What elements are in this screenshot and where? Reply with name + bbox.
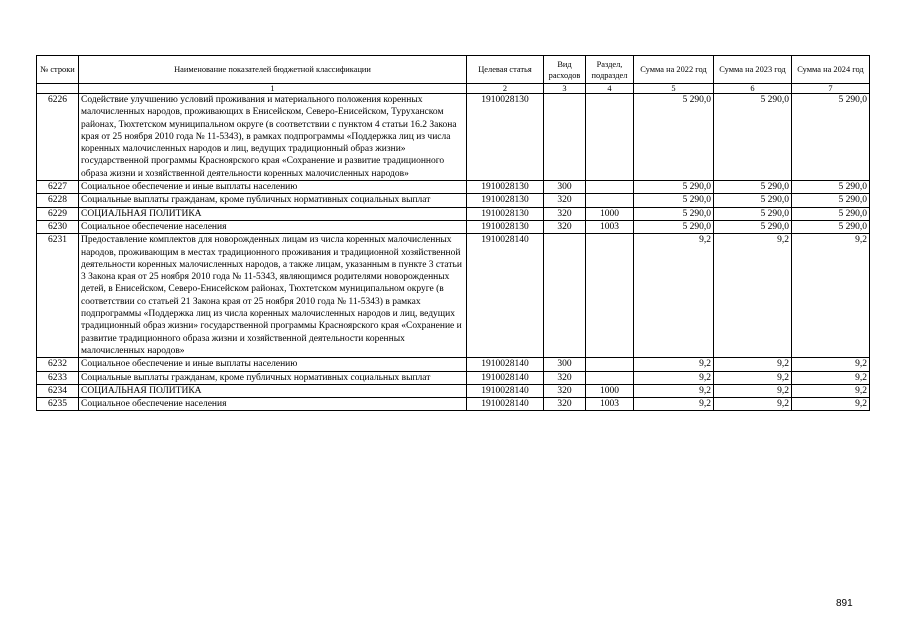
table-row [37, 207, 870, 220]
row-sum-2024: 5 290,0 [792, 207, 870, 220]
row-sum-2023: 9,2 [714, 371, 792, 384]
row-sum-2023: 9,2 [714, 384, 792, 397]
row-sum-2022: 5 290,0 [634, 194, 714, 207]
row-sum-2023: 9,2 [714, 358, 792, 371]
row-name: Социальные выплаты гражданам, кроме публичных нормативных социальных выплат [79, 371, 467, 384]
row-name: СОЦИАЛЬНАЯ ПОЛИТИКА [79, 384, 467, 397]
row-sum-2022: 9,2 [634, 384, 714, 397]
row-section [586, 371, 634, 384]
row-sum-2023: 5 290,0 [714, 181, 792, 194]
table-row [37, 194, 870, 207]
row-target: 1910028140 [467, 371, 544, 384]
row-target: 1910028130 [467, 194, 544, 207]
row-number: 6229 [37, 207, 79, 220]
row-expense-type: 300 [544, 181, 586, 194]
row-target: 1910028140 [467, 358, 544, 371]
row-name: Социальное обеспечение населения [79, 220, 467, 233]
row-sum-2022: 9,2 [634, 358, 714, 371]
header-sum-2023: Сумма на 2023 год [714, 56, 792, 84]
row-sum-2023: 5 290,0 [714, 194, 792, 207]
row-sum-2022: 5 290,0 [634, 207, 714, 220]
row-section [586, 358, 634, 371]
row-sum-2023: 9,2 [714, 234, 792, 358]
row-number: 6228 [37, 194, 79, 207]
row-sum-2022: 9,2 [634, 234, 714, 358]
row-sum-2024: 5 290,0 [792, 220, 870, 233]
row-expense-type [544, 234, 586, 358]
row-sum-2022: 9,2 [634, 371, 714, 384]
row-sum-2023: 5 290,0 [714, 207, 792, 220]
row-sum-2023: 9,2 [714, 398, 792, 411]
header-expense-type: Вид расходов [544, 56, 586, 84]
column-number: 3 [544, 84, 586, 94]
row-section [586, 181, 634, 194]
row-section: 1003 [586, 398, 634, 411]
row-name: СОЦИАЛЬНАЯ ПОЛИТИКА [79, 207, 467, 220]
budget-table [36, 55, 870, 411]
header-sum-2024: Сумма на 2024 год [792, 56, 870, 84]
row-target: 1910028140 [467, 398, 544, 411]
row-expense-type: 320 [544, 384, 586, 397]
row-section [586, 94, 634, 181]
row-name: Предоставление комплектов для новорожденных лицам из числа коренных малочисленных народов, проживающим в местах традиционного проживания и традиционной хозяйственной деятельности коренных малочисленных народов, а также лицам, указанным в пункте 3 статьи 3 Закона края от 25 ноября 2010 года № 11-5343, являющимся родителями новорожденных детей, в Енисейском, Северо-Енисейском районах, Тюхтетском муниципальном округе (в соответствии со статьей 21 Закона края от 25 ноября 2010 года № 11-5343) в рамках подпрограммы «Поддержка лиц из числа коренных малочисленных народов и лиц, ведущих традиционный образ жизни» государственной программы Красноярского края «Сохранение и развитие традиционного образа жизни и хозяйственной деятельности коренных малочисленных народов» [79, 234, 467, 358]
page-number: 891 [836, 598, 853, 609]
row-section: 1000 [586, 384, 634, 397]
table-row [37, 398, 870, 411]
row-sum-2022: 5 290,0 [634, 181, 714, 194]
row-sum-2024: 9,2 [792, 398, 870, 411]
column-number: 7 [792, 84, 870, 94]
row-sum-2024: 9,2 [792, 371, 870, 384]
row-number: 6234 [37, 384, 79, 397]
row-expense-type: 320 [544, 194, 586, 207]
row-number: 6226 [37, 94, 79, 181]
column-number: 5 [634, 84, 714, 94]
row-target: 1910028140 [467, 234, 544, 358]
row-expense-type: 320 [544, 207, 586, 220]
column-number: 1 [79, 84, 467, 94]
header-target: Целевая статья [467, 56, 544, 84]
table-row [37, 220, 870, 233]
row-sum-2024: 5 290,0 [792, 94, 870, 181]
row-section [586, 194, 634, 207]
row-target: 1910028130 [467, 94, 544, 181]
table-row [37, 181, 870, 194]
row-number: 6230 [37, 220, 79, 233]
column-number: 6 [714, 84, 792, 94]
row-sum-2023: 5 290,0 [714, 94, 792, 181]
row-expense-type: 320 [544, 220, 586, 233]
row-target: 1910028140 [467, 384, 544, 397]
column-numbers-row [37, 84, 870, 94]
row-sum-2022: 9,2 [634, 398, 714, 411]
header-name: Наименование показателей бюджетной классификации [79, 56, 467, 84]
row-target: 1910028130 [467, 220, 544, 233]
table-header [37, 56, 870, 94]
table-row [37, 371, 870, 384]
row-name: Социальное обеспечение и иные выплаты населению [79, 181, 467, 194]
row-sum-2022: 5 290,0 [634, 220, 714, 233]
row-name: Содействие улучшению условий проживания и материального положения коренных малочисленных народов, проживающих в Енисейском, Северо-Енисейском, Туруханском районах, Тюхтетском муниципальном округе (в соответствии с пунктом 4 статьи 16.2 Закона края от 25 ноября 2010 года № 11-5343), в рамках подпрограммы «Поддержка лиц из числа коренных малочисленных народов и лиц, ведущих традиционный образ жизни» государственной программы Красноярского края «Сохранение и развитие традиционного образа жизни и хозяйственной деятельности коренных малочисленных народов» [79, 94, 467, 181]
row-expense-type: 300 [544, 358, 586, 371]
row-number: 6227 [37, 181, 79, 194]
header-section: Раздел, подраздел [586, 56, 634, 84]
row-sum-2024: 5 290,0 [792, 181, 870, 194]
row-expense-type: 320 [544, 398, 586, 411]
row-sum-2022: 5 290,0 [634, 94, 714, 181]
table-row [37, 94, 870, 181]
row-number: 6231 [37, 234, 79, 358]
column-number [37, 84, 79, 94]
row-section: 1000 [586, 207, 634, 220]
row-sum-2024: 9,2 [792, 384, 870, 397]
header-sum-2022: Сумма на 2022 год [634, 56, 714, 84]
column-number: 2 [467, 84, 544, 94]
row-section: 1003 [586, 220, 634, 233]
table-row [37, 358, 870, 371]
row-target: 1910028130 [467, 207, 544, 220]
row-sum-2024: 9,2 [792, 234, 870, 358]
row-sum-2024: 9,2 [792, 358, 870, 371]
row-target: 1910028130 [467, 181, 544, 194]
row-name: Социальное обеспечение и иные выплаты населению [79, 358, 467, 371]
row-sum-2024: 5 290,0 [792, 194, 870, 207]
table-row [37, 234, 870, 358]
table-row [37, 384, 870, 397]
row-name: Социальное обеспечение населения [79, 398, 467, 411]
row-sum-2023: 5 290,0 [714, 220, 792, 233]
column-number: 4 [586, 84, 634, 94]
row-section [586, 234, 634, 358]
row-expense-type [544, 94, 586, 181]
row-number: 6235 [37, 398, 79, 411]
row-number: 6232 [37, 358, 79, 371]
row-name: Социальные выплаты гражданам, кроме публичных нормативных социальных выплат [79, 194, 467, 207]
row-expense-type: 320 [544, 371, 586, 384]
header-row-no: № строки [37, 56, 79, 84]
row-number: 6233 [37, 371, 79, 384]
